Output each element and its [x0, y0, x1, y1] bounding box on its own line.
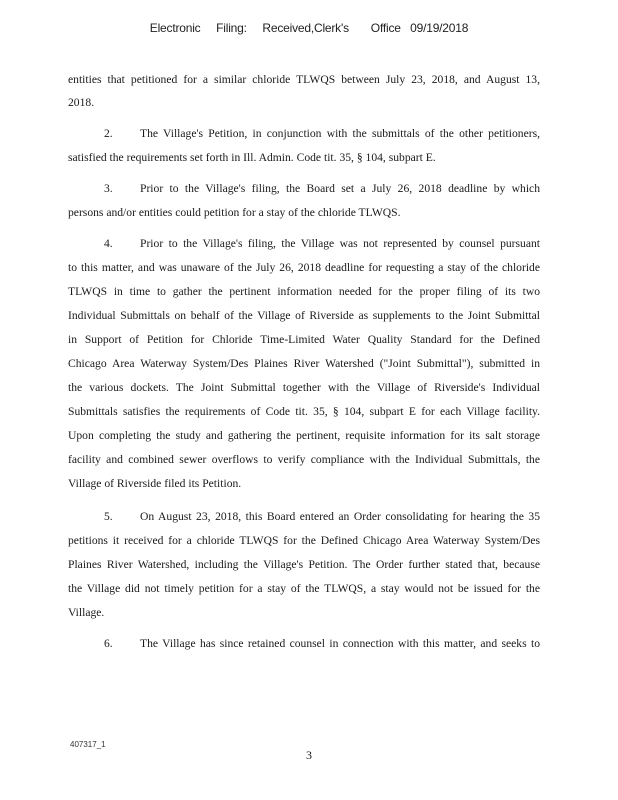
text-line [104, 510, 540, 524]
text-line [68, 357, 540, 371]
line-text: petitions it received for a chloride TLWQS for the Defined Chicago Area Waterway System/Des [68, 534, 540, 547]
text-line [68, 558, 540, 572]
line-text: Upon completing the study and gathering the pertinent, requisite information for its salt storage [68, 429, 540, 442]
line-text: facility and combined sewer overflows to verify compliance with the Individual Submittals, the [68, 453, 540, 466]
text-line [68, 582, 540, 596]
text-line [68, 405, 540, 419]
text-line [68, 453, 540, 467]
text-line [68, 309, 540, 323]
text-line [68, 285, 540, 299]
text-line [68, 333, 540, 347]
document-id: 407317_1 [70, 740, 106, 749]
line-text: Individual Submittals on behalf of the Village of Riverside as supplements to the Joint Submittal [68, 309, 540, 322]
line-text: to this matter, and was unaware of the July 26, 2018 deadline for requesting a stay of the chloride [68, 261, 540, 274]
paragraph-number: 3. [104, 182, 113, 195]
paragraph-number: 4. [104, 237, 113, 250]
text-line [104, 237, 540, 251]
line-text: Submittals satisfies the requirements of Code tit. 35, § 104, subpart E for each Village facility. [68, 405, 540, 418]
line-text: in Support of Petition for Chloride Time-Limited Water Quality Standard for the Defined [68, 333, 540, 346]
line-text: The Village has since retained counsel in connection with this matter, and seeks to [140, 637, 540, 650]
line-text: Village of Riverside filed its Petition. [68, 477, 242, 490]
text-line [68, 206, 540, 220]
line-text: Chicago Area Waterway System/Des Plaines River Watershed ("Joint Submittal"), submitted in [68, 357, 540, 370]
text-line [68, 534, 540, 548]
text-line [104, 637, 540, 651]
paragraph-number: 2. [104, 127, 113, 140]
line-text: the Village did not timely petition for a stay of the TLWQS, a stay would not be issued for the [68, 582, 540, 595]
text-line [68, 429, 540, 443]
e-filing-header: Electronic Filing: Received,Clerk's Office 09/19/2018 [149, 21, 469, 35]
text-line [68, 96, 540, 110]
paragraph-number: 6. [104, 637, 113, 650]
line-text: 2018. [68, 96, 95, 109]
text-line [68, 606, 540, 620]
paragraph-number: 5. [104, 510, 113, 523]
text-line [68, 151, 540, 165]
line-text: The Village's Petition, in conjunction with the submittals of the other petitioners, [140, 127, 540, 140]
text-line [68, 477, 540, 491]
line-text: Prior to the Village's filing, the Board set a July 26, 2018 deadline by which [140, 182, 540, 195]
line-text: Prior to the Village's filing, the Village was not represented by counsel pursuant [140, 237, 540, 250]
line-text: On August 23, 2018, this Board entered an Order consolidating for hearing the 35 [140, 510, 540, 523]
line-text: persons and/or entities could petition for a stay of the chloride TLWQS. [68, 206, 401, 219]
line-text: entities that petitioned for a similar chloride TLWQS between July 23, 2018, and August 13, [68, 73, 540, 86]
text-line [104, 127, 540, 141]
text-line [68, 381, 540, 395]
text-line [104, 182, 540, 196]
text-line [68, 261, 540, 275]
page-number: 3 [306, 748, 312, 762]
line-text: satisfied the requirements set forth in Ill. Admin. Code tit. 35, § 104, subpart E. [68, 151, 436, 164]
line-text: Plaines River Watershed, including the Village's Petition. The Order further stated that, because [68, 558, 540, 571]
line-text: TLWQS in time to gather the pertinent information needed for the proper filing of its two [68, 285, 540, 298]
line-text: Village. [68, 606, 105, 619]
text-line [68, 73, 540, 87]
line-text: the various dockets. The Joint Submittal together with the Village of Riverside's Individual [68, 381, 540, 394]
